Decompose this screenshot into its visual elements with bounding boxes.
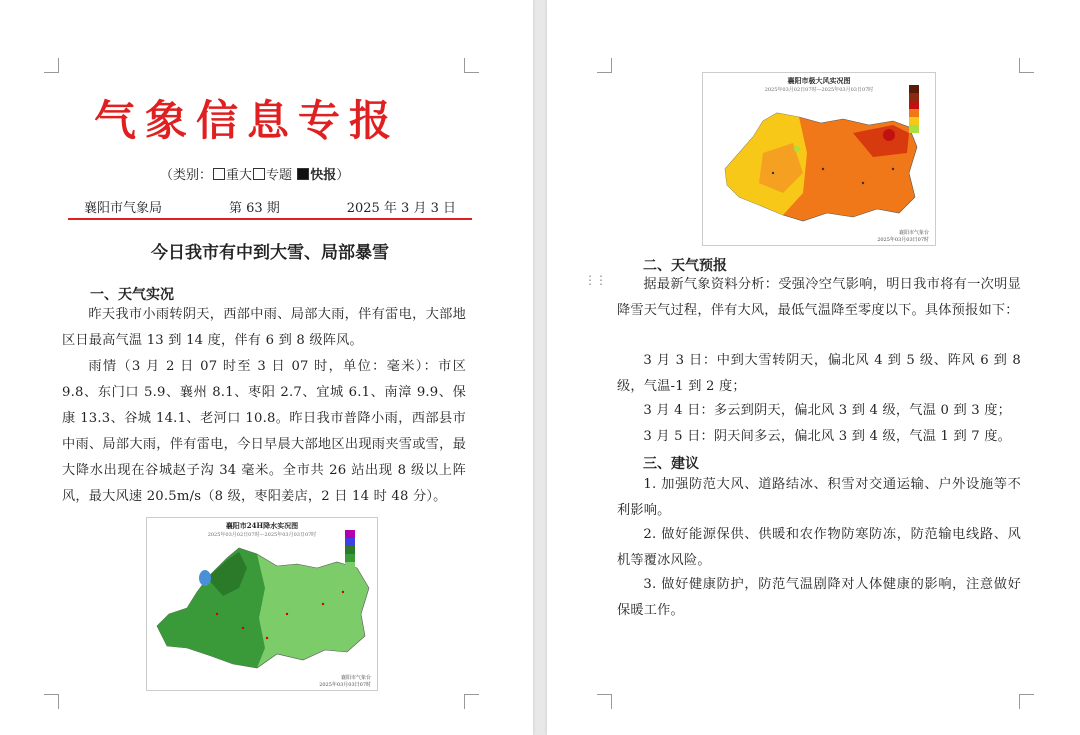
paragraph: 雨情（3 月 2 日 07 时至 3 日 07 时，单位：毫米）：市区 9.8、东门口 5.9、襄州 8.1、枣阳 2.7、宜城 6.1、南漳 9.9、保康 13.3、谷城 14.1、老河口 10.8。昨日我市普降小雨，西部县市中雨、局部大雨，伴有雷电，今日早晨大部地区出现雨夹雪或雪，最大降水出现在谷城赵子沟 34 毫米。全市共 26 站出现 8 级以上阵风，最大风速 20.5m/s（8 级，枣阳姜店，2 日 14 时 48 分）。 <box>62 359 466 504</box>
paragraph: 3 月 5 日：阴天间多云，偏北风 3 到 4 级，气温 1 到 7 度。 <box>643 429 1011 444</box>
rainfall-map <box>146 517 378 691</box>
legend-swatch <box>345 538 355 546</box>
crop-mark <box>464 694 479 709</box>
legend-swatch <box>345 554 355 562</box>
issue-date: 2025 年 3 月 3 日 <box>346 201 456 216</box>
legend-swatch <box>345 530 355 538</box>
checkbox-checked-icon <box>297 168 309 180</box>
rainfall-map-graphic <box>147 518 377 690</box>
paragraph: 1. 加强防范大风、道路结冰、积雪对交通运输、户外设施等不利影响。 <box>617 477 1021 518</box>
category-line <box>160 164 349 183</box>
legend-swatch <box>909 125 919 133</box>
paragraph: 3. 做好健康防护，防范气温剧降对人体健康的影响，注意做好保暖工作。 <box>617 577 1021 618</box>
crop-mark <box>597 694 612 709</box>
legend-swatch <box>909 109 919 117</box>
map-footer-time: 2025年03月03日07时 <box>877 237 929 243</box>
map-footer-time: 2025年03月03日07时 <box>319 682 371 688</box>
legend-swatch <box>909 101 919 109</box>
map-title: 襄阳市极大风实况图 <box>787 76 851 85</box>
drag-handle-icon[interactable]: ⋮⋮ <box>584 273 606 287</box>
issue-number: 第 63 期 <box>228 201 280 216</box>
crop-mark <box>1019 694 1034 709</box>
paragraph: 据最新气象资料分析：受强冷空气影响，明日我市将有一次明显降雪天气过程，伴有大风，最低气温降至零度以下。具体预报如下： <box>617 277 1021 318</box>
report-headline: 今日我市有中到大雪、局部暴雪 <box>151 243 389 263</box>
paragraph: 昨天我市小雨转阴天，西部中雨、局部大雨，伴有雷电，大部地区日最高气温 13 到 14 度，伴有 6 到 8 级阵风。 <box>62 307 466 348</box>
map-footer-org: 襄阳市气象台 <box>898 230 929 236</box>
issue-line <box>70 197 470 216</box>
paragraph: 2. 做好能源保供、供暖和农作物防寒防冻，防范输电线路、风机等覆冰风险。 <box>617 527 1021 568</box>
crop-mark <box>597 58 612 73</box>
crop-mark <box>464 58 479 73</box>
issuing-org: 襄阳市气象局 <box>84 201 163 216</box>
section-title: 一、天气实况 <box>90 287 174 303</box>
crop-mark <box>1019 58 1034 73</box>
masthead-title: 气象信息专报 <box>94 96 401 145</box>
map-subtitle: 2025年03月02日07时—2025年03月03日07时 <box>764 87 874 93</box>
crop-mark <box>44 694 59 709</box>
paragraph: 3 月 3 日：中到大雪转阴天，偏北风 4 到 5 级、阵风 6 到 8 级，气温-1 到 2 度； <box>617 353 1021 394</box>
category-option-flash: 快报 <box>310 168 337 183</box>
crop-mark <box>44 58 59 73</box>
map-footer-org: 襄阳市气象台 <box>340 675 371 681</box>
checkbox-icon <box>253 168 265 180</box>
category-option-special: 专题 <box>266 168 293 183</box>
section-title: 二、天气预报 <box>643 258 727 274</box>
map-subtitle: 2025年03月02日07时—2025年03月03日07时 <box>207 532 317 538</box>
legend-swatch <box>345 562 355 570</box>
legend-swatch <box>909 85 919 93</box>
paragraph: 3 月 4 日：多云到阴天，偏北风 3 到 4 级，气温 0 到 3 度； <box>643 403 1011 418</box>
red-divider <box>68 218 472 220</box>
legend-swatch <box>909 117 919 125</box>
legend-swatch <box>909 93 919 101</box>
legend-swatch <box>345 546 355 554</box>
document-page-left <box>0 0 533 735</box>
checkbox-icon <box>213 168 225 180</box>
category-option-major: 重大 <box>226 168 253 183</box>
section-title: 三、建议 <box>643 456 699 472</box>
map-title: 襄阳市24H降水实况图 <box>225 521 299 530</box>
document-page-right <box>547 0 1080 735</box>
category-prefix: （类别： <box>160 168 213 183</box>
category-suffix: ） <box>336 168 350 183</box>
wind-map-graphic <box>703 73 935 245</box>
wind-map <box>702 72 936 246</box>
